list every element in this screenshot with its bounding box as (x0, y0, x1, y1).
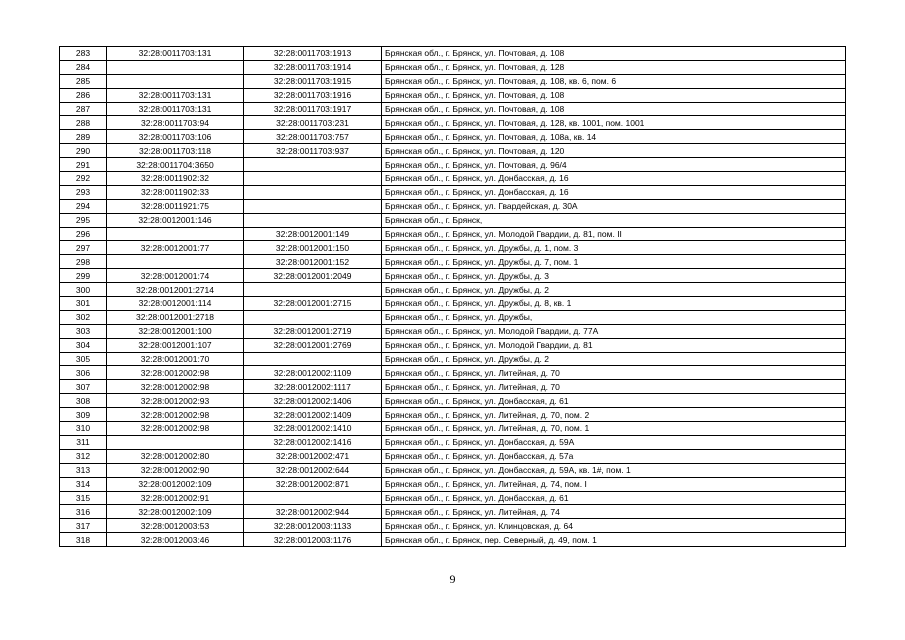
address-cell: Брянская обл., г. Брянск, ул. Донбасская, д. 16 (382, 185, 846, 199)
address-cell: Брянская обл., г. Брянск, ул. Молодой Гвардии, д. 81, пом. II (382, 227, 846, 241)
table-row (60, 116, 846, 130)
address-cell: Брянская обл., г. Брянск, ул. Донбасская, д. 16 (382, 172, 846, 186)
address-cell: Брянская обл., г. Брянск, ул. Почтовая, д. 128, кв. 1001, пом. 1001 (382, 116, 846, 130)
object-cadastral-number-cell: 32:28:0012002:1410 (244, 422, 382, 436)
row-number-cell: 306 (60, 366, 107, 380)
table-row (60, 227, 846, 241)
object-cadastral-number-cell: 32:28:0012002:944 (244, 505, 382, 519)
table-row (60, 213, 846, 227)
object-cadastral-number-cell: 32:28:0012001:2715 (244, 297, 382, 311)
row-number-cell: 288 (60, 116, 107, 130)
address-cell: Брянская обл., г. Брянск, ул. Дружбы, д. 7, пом. 1 (382, 255, 846, 269)
object-cadastral-number-cell: 32:28:0011703:1917 (244, 102, 382, 116)
object-cadastral-number-cell (244, 491, 382, 505)
row-number-cell: 283 (60, 47, 107, 61)
object-cadastral-number-cell: 32:28:0012002:1406 (244, 394, 382, 408)
table-row (60, 380, 846, 394)
parcel-cadastral-number-cell: 32:28:0012002:109 (107, 505, 244, 519)
table-row (60, 477, 846, 491)
parcel-cadastral-number-cell: 32:28:0011703:94 (107, 116, 244, 130)
address-cell: Брянская обл., г. Брянск, ул. Литейная, д. 70 (382, 380, 846, 394)
table-row (60, 408, 846, 422)
row-number-cell: 289 (60, 130, 107, 144)
address-cell: Брянская обл., г. Брянск, ул. Дружбы, д. 2 (382, 352, 846, 366)
address-cell: Брянская обл., г. Брянск, ул. Донбасская, д. 61 (382, 491, 846, 505)
parcel-cadastral-number-cell: 32:28:0012002:98 (107, 422, 244, 436)
row-number-cell: 313 (60, 463, 107, 477)
row-number-cell: 291 (60, 158, 107, 172)
address-cell: Брянская обл., г. Брянск, ул. Дружбы, д. 1, пом. 3 (382, 241, 846, 255)
parcel-cadastral-number-cell: 32:28:0012002:98 (107, 408, 244, 422)
address-cell: Брянская обл., г. Брянск, ул. Почтовая, д. 108 (382, 47, 846, 61)
page-number: 9 (449, 572, 456, 586)
parcel-cadastral-number-cell: 32:28:0012002:98 (107, 380, 244, 394)
parcel-cadastral-number-cell: 32:28:0012003:53 (107, 519, 244, 533)
parcel-cadastral-number-cell: 32:28:0012001:146 (107, 213, 244, 227)
parcel-cadastral-number-cell: 32:28:0012002:109 (107, 477, 244, 491)
table-row (60, 394, 846, 408)
row-number-cell: 286 (60, 88, 107, 102)
row-number-cell: 312 (60, 449, 107, 463)
parcel-cadastral-number-cell: 32:28:0012003:46 (107, 533, 244, 547)
object-cadastral-number-cell: 32:28:0012001:152 (244, 255, 382, 269)
row-number-cell: 293 (60, 185, 107, 199)
row-number-cell: 309 (60, 408, 107, 422)
table-row (60, 366, 846, 380)
object-cadastral-number-cell (244, 185, 382, 199)
address-cell: Брянская обл., г. Брянск, ул. Почтовая, д. 108 (382, 102, 846, 116)
parcel-cadastral-number-cell: 32:28:0012002:90 (107, 463, 244, 477)
table-row (60, 88, 846, 102)
address-cell: Брянская обл., г. Брянск, ул. Почтовая, д. 108а, кв. 14 (382, 130, 846, 144)
table-row (60, 463, 846, 477)
parcel-cadastral-number-cell: 32:28:0012002:93 (107, 394, 244, 408)
table-row (60, 241, 846, 255)
address-cell: Брянская обл., г. Брянск, ул. Почтовая, д. 108, кв. 6, пом. 6 (382, 74, 846, 88)
object-cadastral-number-cell: 32:28:0012002:1109 (244, 366, 382, 380)
table-row (60, 324, 846, 338)
table-row (60, 74, 846, 88)
row-number-cell: 316 (60, 505, 107, 519)
address-cell: Брянская обл., г. Брянск, ул. Дружбы, д. 2 (382, 283, 846, 297)
table-row (60, 338, 846, 352)
parcel-cadastral-number-cell: 32:28:0011902:33 (107, 185, 244, 199)
object-cadastral-number-cell: 32:28:0012001:2049 (244, 269, 382, 283)
object-cadastral-number-cell: 32:28:0012001:2719 (244, 324, 382, 338)
address-cell: Брянская обл., г. Брянск, ул. Почтовая, д. 128 (382, 60, 846, 74)
address-cell: Брянская обл., г. Брянск, ул. Дружбы, (382, 310, 846, 324)
row-number-cell: 318 (60, 533, 107, 547)
object-cadastral-number-cell: 32:28:0011703:757 (244, 130, 382, 144)
table-row (60, 491, 846, 505)
row-number-cell: 285 (60, 74, 107, 88)
object-cadastral-number-cell: 32:28:0012002:1409 (244, 408, 382, 422)
table-row (60, 60, 846, 74)
object-cadastral-number-cell: 32:28:0012001:149 (244, 227, 382, 241)
object-cadastral-number-cell (244, 352, 382, 366)
table-row (60, 199, 846, 213)
address-cell: Брянская обл., г. Брянск, ул. Почтовая, д. 96/4 (382, 158, 846, 172)
address-cell: Брянская обл., г. Брянск, ул. Молодой Гвардии, д. 81 (382, 338, 846, 352)
row-number-cell: 299 (60, 269, 107, 283)
table-row (60, 283, 846, 297)
address-cell: Брянская обл., г. Брянск, ул. Донбасская, д. 57а (382, 449, 846, 463)
row-number-cell: 300 (60, 283, 107, 297)
table-body (60, 47, 846, 547)
table-row (60, 505, 846, 519)
parcel-cadastral-number-cell: 32:28:0012001:77 (107, 241, 244, 255)
row-number-cell: 314 (60, 477, 107, 491)
address-cell: Брянская обл., г. Брянск, ул. Дружбы, д. 3 (382, 269, 846, 283)
parcel-cadastral-number-cell: 32:28:0012001:107 (107, 338, 244, 352)
address-cell: Брянская обл., г. Брянск, ул. Литейная, д. 70, пом. 2 (382, 408, 846, 422)
row-number-cell: 296 (60, 227, 107, 241)
parcel-cadastral-number-cell: 32:28:0012002:98 (107, 366, 244, 380)
object-cadastral-number-cell: 32:28:0012002:644 (244, 463, 382, 477)
object-cadastral-number-cell: 32:28:0012003:1176 (244, 533, 382, 547)
table-row (60, 144, 846, 158)
parcel-cadastral-number-cell: 32:28:0011703:131 (107, 102, 244, 116)
table-row (60, 185, 846, 199)
address-cell: Брянская обл., г. Брянск, ул. Донбасская, д. 59А, кв. 1#, пом. 1 (382, 463, 846, 477)
object-cadastral-number-cell: 32:28:0011703:231 (244, 116, 382, 130)
table-row (60, 47, 846, 61)
row-number-cell: 311 (60, 435, 107, 449)
row-number-cell: 315 (60, 491, 107, 505)
table-row (60, 519, 846, 533)
table-row (60, 158, 846, 172)
parcel-cadastral-number-cell: 32:28:0011921:75 (107, 199, 244, 213)
row-number-cell: 303 (60, 324, 107, 338)
table-row (60, 130, 846, 144)
parcel-cadastral-number-cell: 32:28:0012001:2718 (107, 310, 244, 324)
parcel-cadastral-number-cell: 32:28:0012001:2714 (107, 283, 244, 297)
parcel-cadastral-number-cell: 32:28:0012001:114 (107, 297, 244, 311)
address-cell: Брянская обл., г. Брянск, ул. Литейная, д. 74 (382, 505, 846, 519)
row-number-cell: 301 (60, 297, 107, 311)
parcel-cadastral-number-cell: 32:28:0012002:91 (107, 491, 244, 505)
object-cadastral-number-cell: 32:28:0011703:1914 (244, 60, 382, 74)
parcel-cadastral-number-cell (107, 74, 244, 88)
object-cadastral-number-cell (244, 310, 382, 324)
row-number-cell: 305 (60, 352, 107, 366)
object-cadastral-number-cell: 32:28:0012001:2769 (244, 338, 382, 352)
parcel-cadastral-number-cell (107, 227, 244, 241)
address-cell: Брянская обл., г. Брянск, (382, 213, 846, 227)
parcel-cadastral-number-cell: 32:28:0012002:80 (107, 449, 244, 463)
table-row (60, 172, 846, 186)
table-row (60, 435, 846, 449)
row-number-cell: 302 (60, 310, 107, 324)
table-row (60, 449, 846, 463)
parcel-cadastral-number-cell: 32:28:0012001:70 (107, 352, 244, 366)
object-cadastral-number-cell (244, 199, 382, 213)
address-cell: Брянская обл., г. Брянск, ул. Почтовая, д. 120 (382, 144, 846, 158)
row-number-cell: 295 (60, 213, 107, 227)
object-cadastral-number-cell: 32:28:0012001:150 (244, 241, 382, 255)
table-row (60, 352, 846, 366)
table-row (60, 422, 846, 436)
parcel-cadastral-number-cell (107, 435, 244, 449)
table-row (60, 310, 846, 324)
object-cadastral-number-cell: 32:28:0011703:1916 (244, 88, 382, 102)
parcel-cadastral-number-cell: 32:28:0011703:106 (107, 130, 244, 144)
parcel-cadastral-number-cell: 32:28:0012001:100 (107, 324, 244, 338)
address-cell: Брянская обл., г. Брянск, ул. Гвардейская, д. 30А (382, 199, 846, 213)
address-cell: Брянская обл., г. Брянск, ул. Почтовая, д. 108 (382, 88, 846, 102)
address-cell: Брянская обл., г. Брянск, ул. Донбасская, д. 59А (382, 435, 846, 449)
row-number-cell: 308 (60, 394, 107, 408)
row-number-cell: 310 (60, 422, 107, 436)
table-row (60, 102, 846, 116)
object-cadastral-number-cell (244, 213, 382, 227)
parcel-cadastral-number-cell (107, 255, 244, 269)
address-cell: Брянская обл., г. Брянск, ул. Молодой Гвардии, д. 77А (382, 324, 846, 338)
object-cadastral-number-cell: 32:28:0011703:937 (244, 144, 382, 158)
address-cell: Брянская обл., г. Брянск, пер. Северный, д. 49, пом. 1 (382, 533, 846, 547)
cadastral-register-table (59, 46, 846, 547)
parcel-cadastral-number-cell: 32:28:0011703:131 (107, 47, 244, 61)
object-cadastral-number-cell (244, 158, 382, 172)
parcel-cadastral-number-cell: 32:28:0011902:32 (107, 172, 244, 186)
table-row (60, 533, 846, 547)
object-cadastral-number-cell: 32:28:0011703:1913 (244, 47, 382, 61)
row-number-cell: 287 (60, 102, 107, 116)
address-cell: Брянская обл., г. Брянск, ул. Литейная, д. 70 (382, 366, 846, 380)
object-cadastral-number-cell: 32:28:0012002:471 (244, 449, 382, 463)
row-number-cell: 284 (60, 60, 107, 74)
row-number-cell: 317 (60, 519, 107, 533)
row-number-cell: 304 (60, 338, 107, 352)
object-cadastral-number-cell: 32:28:0012002:1416 (244, 435, 382, 449)
row-number-cell: 307 (60, 380, 107, 394)
parcel-cadastral-number-cell: 32:28:0011703:131 (107, 88, 244, 102)
table-row (60, 255, 846, 269)
table-row (60, 297, 846, 311)
object-cadastral-number-cell: 32:28:0012002:871 (244, 477, 382, 491)
parcel-cadastral-number-cell (107, 60, 244, 74)
address-cell: Брянская обл., г. Брянск, ул. Донбасская, д. 61 (382, 394, 846, 408)
object-cadastral-number-cell: 32:28:0011703:1915 (244, 74, 382, 88)
address-cell: Брянская обл., г. Брянск, ул. Литейная, д. 70, пом. 1 (382, 422, 846, 436)
address-cell: Брянская обл., г. Брянск, ул. Дружбы, д. 8, кв. 1 (382, 297, 846, 311)
parcel-cadastral-number-cell: 32:28:0011703:118 (107, 144, 244, 158)
parcel-cadastral-number-cell: 32:28:0012001:74 (107, 269, 244, 283)
object-cadastral-number-cell: 32:28:0012002:1117 (244, 380, 382, 394)
object-cadastral-number-cell: 32:28:0012003:1133 (244, 519, 382, 533)
table-row (60, 269, 846, 283)
row-number-cell: 292 (60, 172, 107, 186)
object-cadastral-number-cell (244, 172, 382, 186)
row-number-cell: 298 (60, 255, 107, 269)
object-cadastral-number-cell (244, 283, 382, 297)
row-number-cell: 290 (60, 144, 107, 158)
row-number-cell: 297 (60, 241, 107, 255)
parcel-cadastral-number-cell: 32:28:0011704:3650 (107, 158, 244, 172)
row-number-cell: 294 (60, 199, 107, 213)
address-cell: Брянская обл., г. Брянск, ул. Клинцовская, д. 64 (382, 519, 846, 533)
address-cell: Брянская обл., г. Брянск, ул. Литейная, д. 74, пом. I (382, 477, 846, 491)
